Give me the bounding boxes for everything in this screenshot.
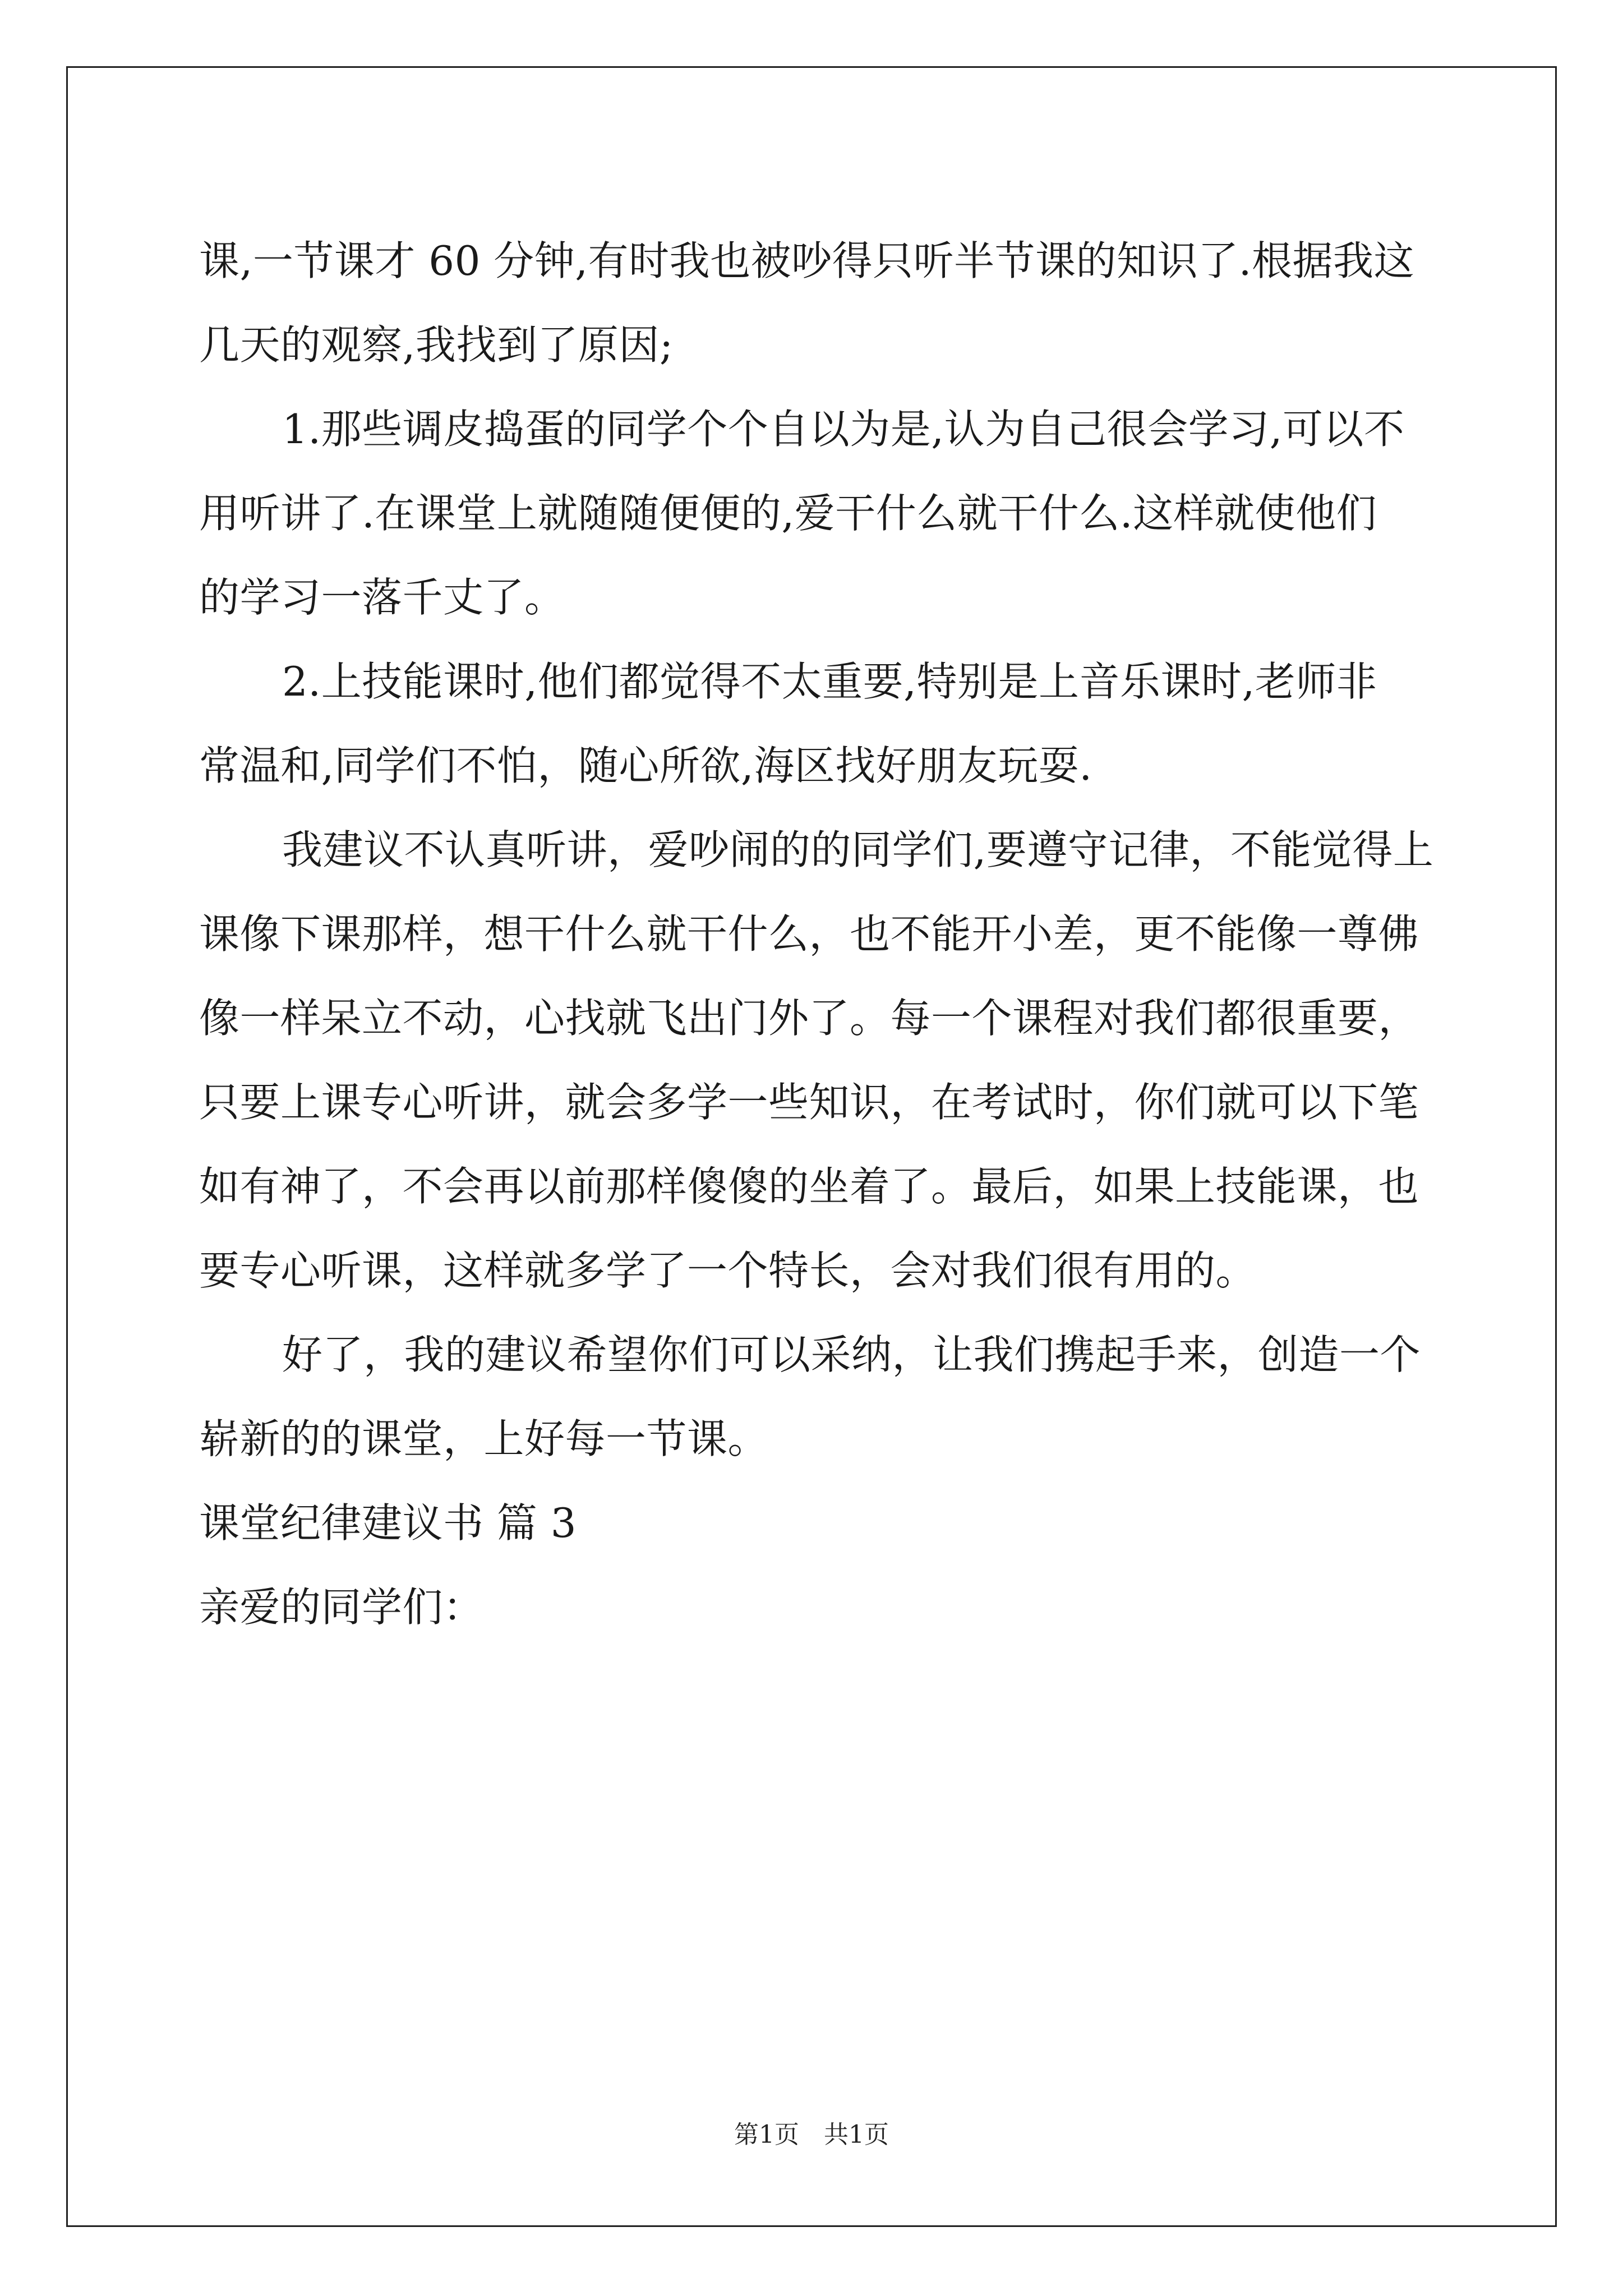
text-line: 课像下课那样，想干什么就干什么，也不能开小差，更不能像一尊佛: [199, 910, 1419, 958]
document-body: [199, 219, 1434, 1649]
text-line: 课,一节课才 60 分钟,有时我也被吵得只听半节课的知识了.根据我这: [199, 237, 1415, 284]
salutation: 亲爱的同学们：: [199, 1584, 484, 1631]
text-line: 如有神了，不会再以前那样傻傻的坐着了。最后，如果上技能课，也: [199, 1163, 1419, 1210]
paragraph-start-line: 好了，我的建议希望你们可以采纳，让我们携起手来，创造一个: [282, 1331, 1421, 1378]
text-line: 的学习一落千丈了。: [199, 574, 565, 621]
text-line: 常温和,同学们不怕，随心所欲,海区找好朋友玩耍.: [199, 742, 1092, 789]
text-line: 用听讲了.在课堂上就随随便便的,爱干什么就干什么.这样就使他们: [199, 490, 1377, 537]
text-line: 像一样呆立不动，心找就飞出门外了。每一个课程对我们都很重要，: [199, 995, 1419, 1042]
list-item-2-line: 2.上技能课时,他们都觉得不太重要,特别是上音乐课时,老师非: [282, 658, 1377, 705]
text-line: 几天的观察,我找到了原因;: [199, 321, 674, 369]
page-footer: 第1页 共1页: [734, 2120, 889, 2149]
paragraph-start-line: 我建议不认真听讲，爱吵闹的的同学们,要遵守记律，不能觉得上: [282, 826, 1434, 873]
section-heading: 课堂纪律建议书 篇 3: [199, 1499, 577, 1547]
text-line: 崭新的的课堂，上好每一节课。: [199, 1415, 769, 1462]
list-item-1-line: 1.那些调皮捣蛋的同学个个自以为是,认为自己很会学习,可以不: [282, 406, 1405, 453]
text-line: 只要上课专心听讲，就会多学一些知识，在考试时，你们就可以下笔: [199, 1079, 1419, 1126]
text-line: 要专心听课，这样就多学了一个特长，会对我们很有用的。: [199, 1247, 1257, 1294]
